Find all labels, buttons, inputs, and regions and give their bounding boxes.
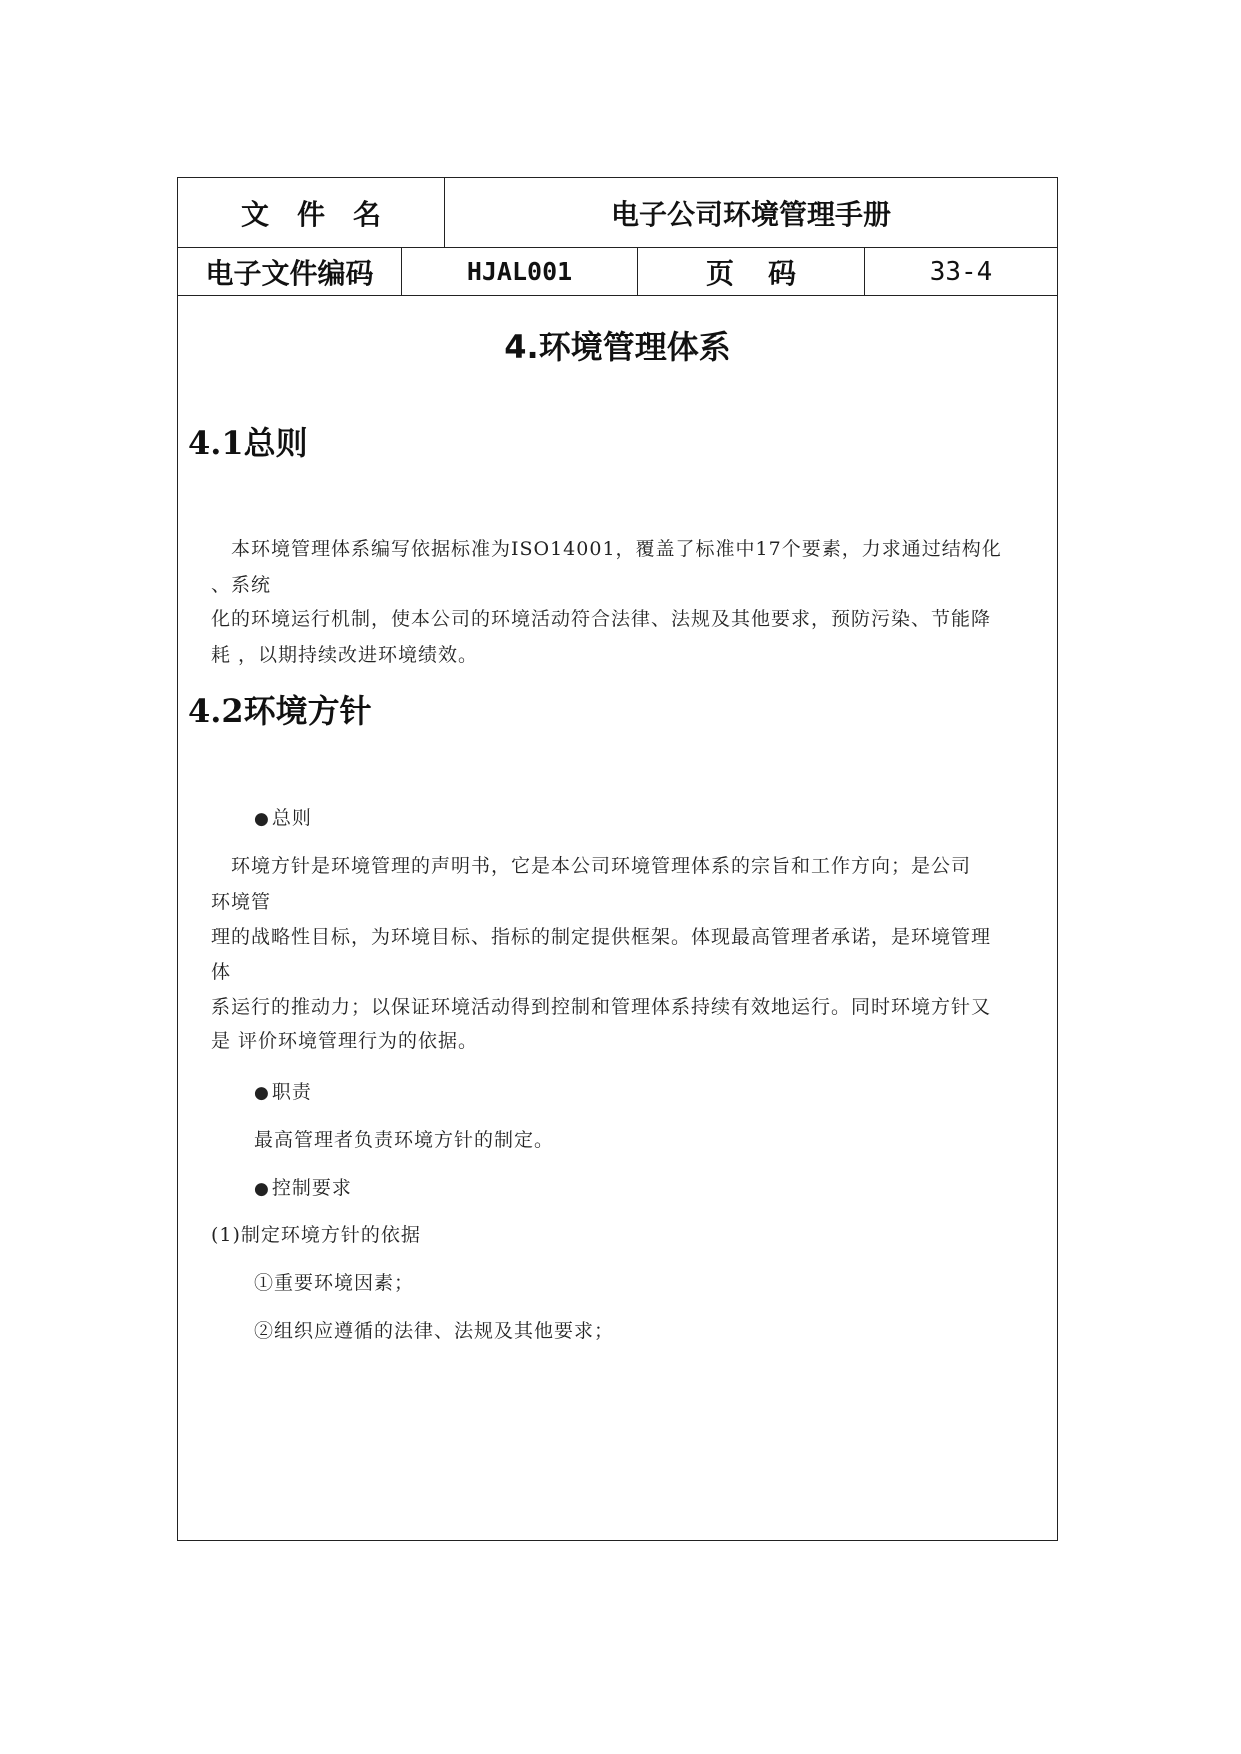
page-value: 33-4 xyxy=(929,256,993,287)
code-value: HJAL001 xyxy=(402,248,638,295)
document-frame xyxy=(177,177,1058,1541)
bullet-item xyxy=(254,1173,352,1200)
document-body xyxy=(178,296,1057,1540)
paragraph-4-2-line: 系运行的推动力；以保证环境活动得到控制和管理体系持续有效地运行。同时环境方针又 xyxy=(211,996,992,1018)
code-label: 电子文件编码 xyxy=(178,248,402,295)
duty-text: 最高管理者负责环境方针的制定。 xyxy=(254,1129,555,1151)
paragraph-4-2-line: 环境方针是环境管理的声明书，它是本公司环境管理体系的宗旨和工作方向；是公司 xyxy=(231,855,972,877)
header-row-code xyxy=(178,248,1057,296)
paragraph-4-1-line: 化的环境运行机制，使本公司的环境活动符合法律、法规及其他要求，预防污染、节能降 xyxy=(211,608,992,630)
bullet-label: 总则 xyxy=(271,807,312,829)
paragraph-4-2-line: 是 评价环境管理行为的依据。 xyxy=(211,1030,479,1052)
bullet-icon: ● xyxy=(254,809,270,829)
file-name-value: 电子公司环境管理手册 xyxy=(610,197,891,231)
requirement-subitem: ②组织应遵循的法律、法规及其他要求； xyxy=(254,1320,615,1342)
section-title-4-1: 4.1总则 xyxy=(188,424,308,462)
bullet-item xyxy=(254,1077,312,1104)
paragraph-4-1-line: 本环境管理体系编写依据标准为ISO14001，覆盖了标准中17个要素，力求通过结构化 xyxy=(231,538,1002,560)
requirement-item: (1)制定环境方针的依据 xyxy=(211,1224,421,1246)
paragraph-4-1-line: 、系统 xyxy=(211,574,272,596)
requirement-subitem: ①重要环境因素； xyxy=(254,1272,415,1294)
paragraph-4-2-line: 体 xyxy=(211,961,232,983)
bullet-icon: ● xyxy=(254,1083,270,1103)
chapter-title: 4.环境管理体系 xyxy=(504,328,731,366)
bullet-label: 控制要求 xyxy=(271,1177,352,1199)
bullet-item xyxy=(254,803,312,830)
page-label: 页码 xyxy=(638,248,865,295)
paragraph-4-2-line: 理的战略性目标，为环境目标、指标的制定提供框架。体现最高管理者承诺，是环境管理 xyxy=(211,926,992,948)
paragraph-4-1-line: 耗 ，以期持续改进环境绩效。 xyxy=(211,644,479,666)
paragraph-4-2-line: 环境管 xyxy=(211,891,272,913)
file-name-label: 文件名 xyxy=(178,178,445,247)
bullet-label: 职责 xyxy=(271,1081,312,1103)
bullet-icon: ● xyxy=(254,1179,270,1199)
header-row-file-name xyxy=(178,178,1057,248)
section-title-4-2: 4.2环境方针 xyxy=(188,692,372,730)
